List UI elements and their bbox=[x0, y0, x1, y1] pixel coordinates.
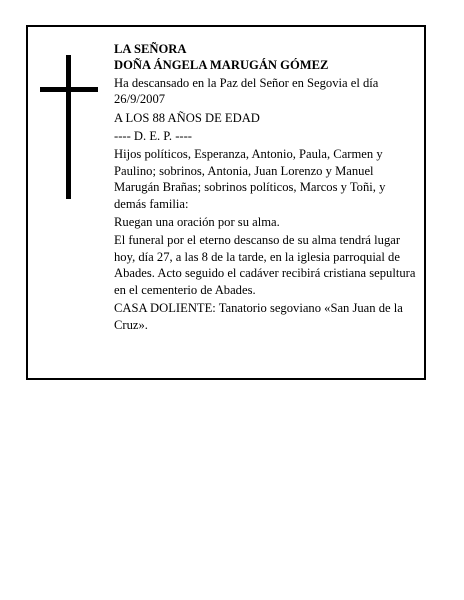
obituary-notice bbox=[26, 25, 426, 380]
cross-vertical-bar bbox=[66, 55, 71, 199]
rip-line: ---- D. E. P. ---- bbox=[114, 129, 192, 144]
cross-horizontal-bar bbox=[40, 87, 98, 92]
mourning-house-line: CASA DOLIENTE: Tanatorio segoviano «San Juan de la Cruz». bbox=[114, 301, 403, 332]
cross-icon bbox=[40, 55, 100, 199]
age-line: A LOS 88 AÑOS DE EDAD bbox=[114, 110, 260, 125]
family-line: Hijos políticos, Esperanza, Antonio, Paula, Carmen y Paulino; sobrinos, Antonia, Juan Lorenzo y Manuel Marugán Brañas; sobrinos políticos, Marcos y Toñi, y demás familia: bbox=[114, 147, 386, 211]
title-line: LA SEÑORA bbox=[114, 42, 187, 56]
prayer-line: Ruegan una oración por su alma. bbox=[114, 215, 280, 230]
funeral-line: El funeral por el eterno descanso de su alma tendrá lugar hoy, día 27, a las 8 de la tarde, en la iglesia parroquial de Abades. Acto seguido el cadáver recibirá cristiana sepultura en el cementerio de Abades. bbox=[114, 233, 416, 297]
deceased-name: DOÑA ÁNGELA MARUGÁN GÓMEZ bbox=[114, 58, 329, 73]
death-line: Ha descansado en la Paz del Señor en Segovia el día 26/9/2007 bbox=[114, 75, 379, 107]
notice-text bbox=[114, 41, 420, 335]
